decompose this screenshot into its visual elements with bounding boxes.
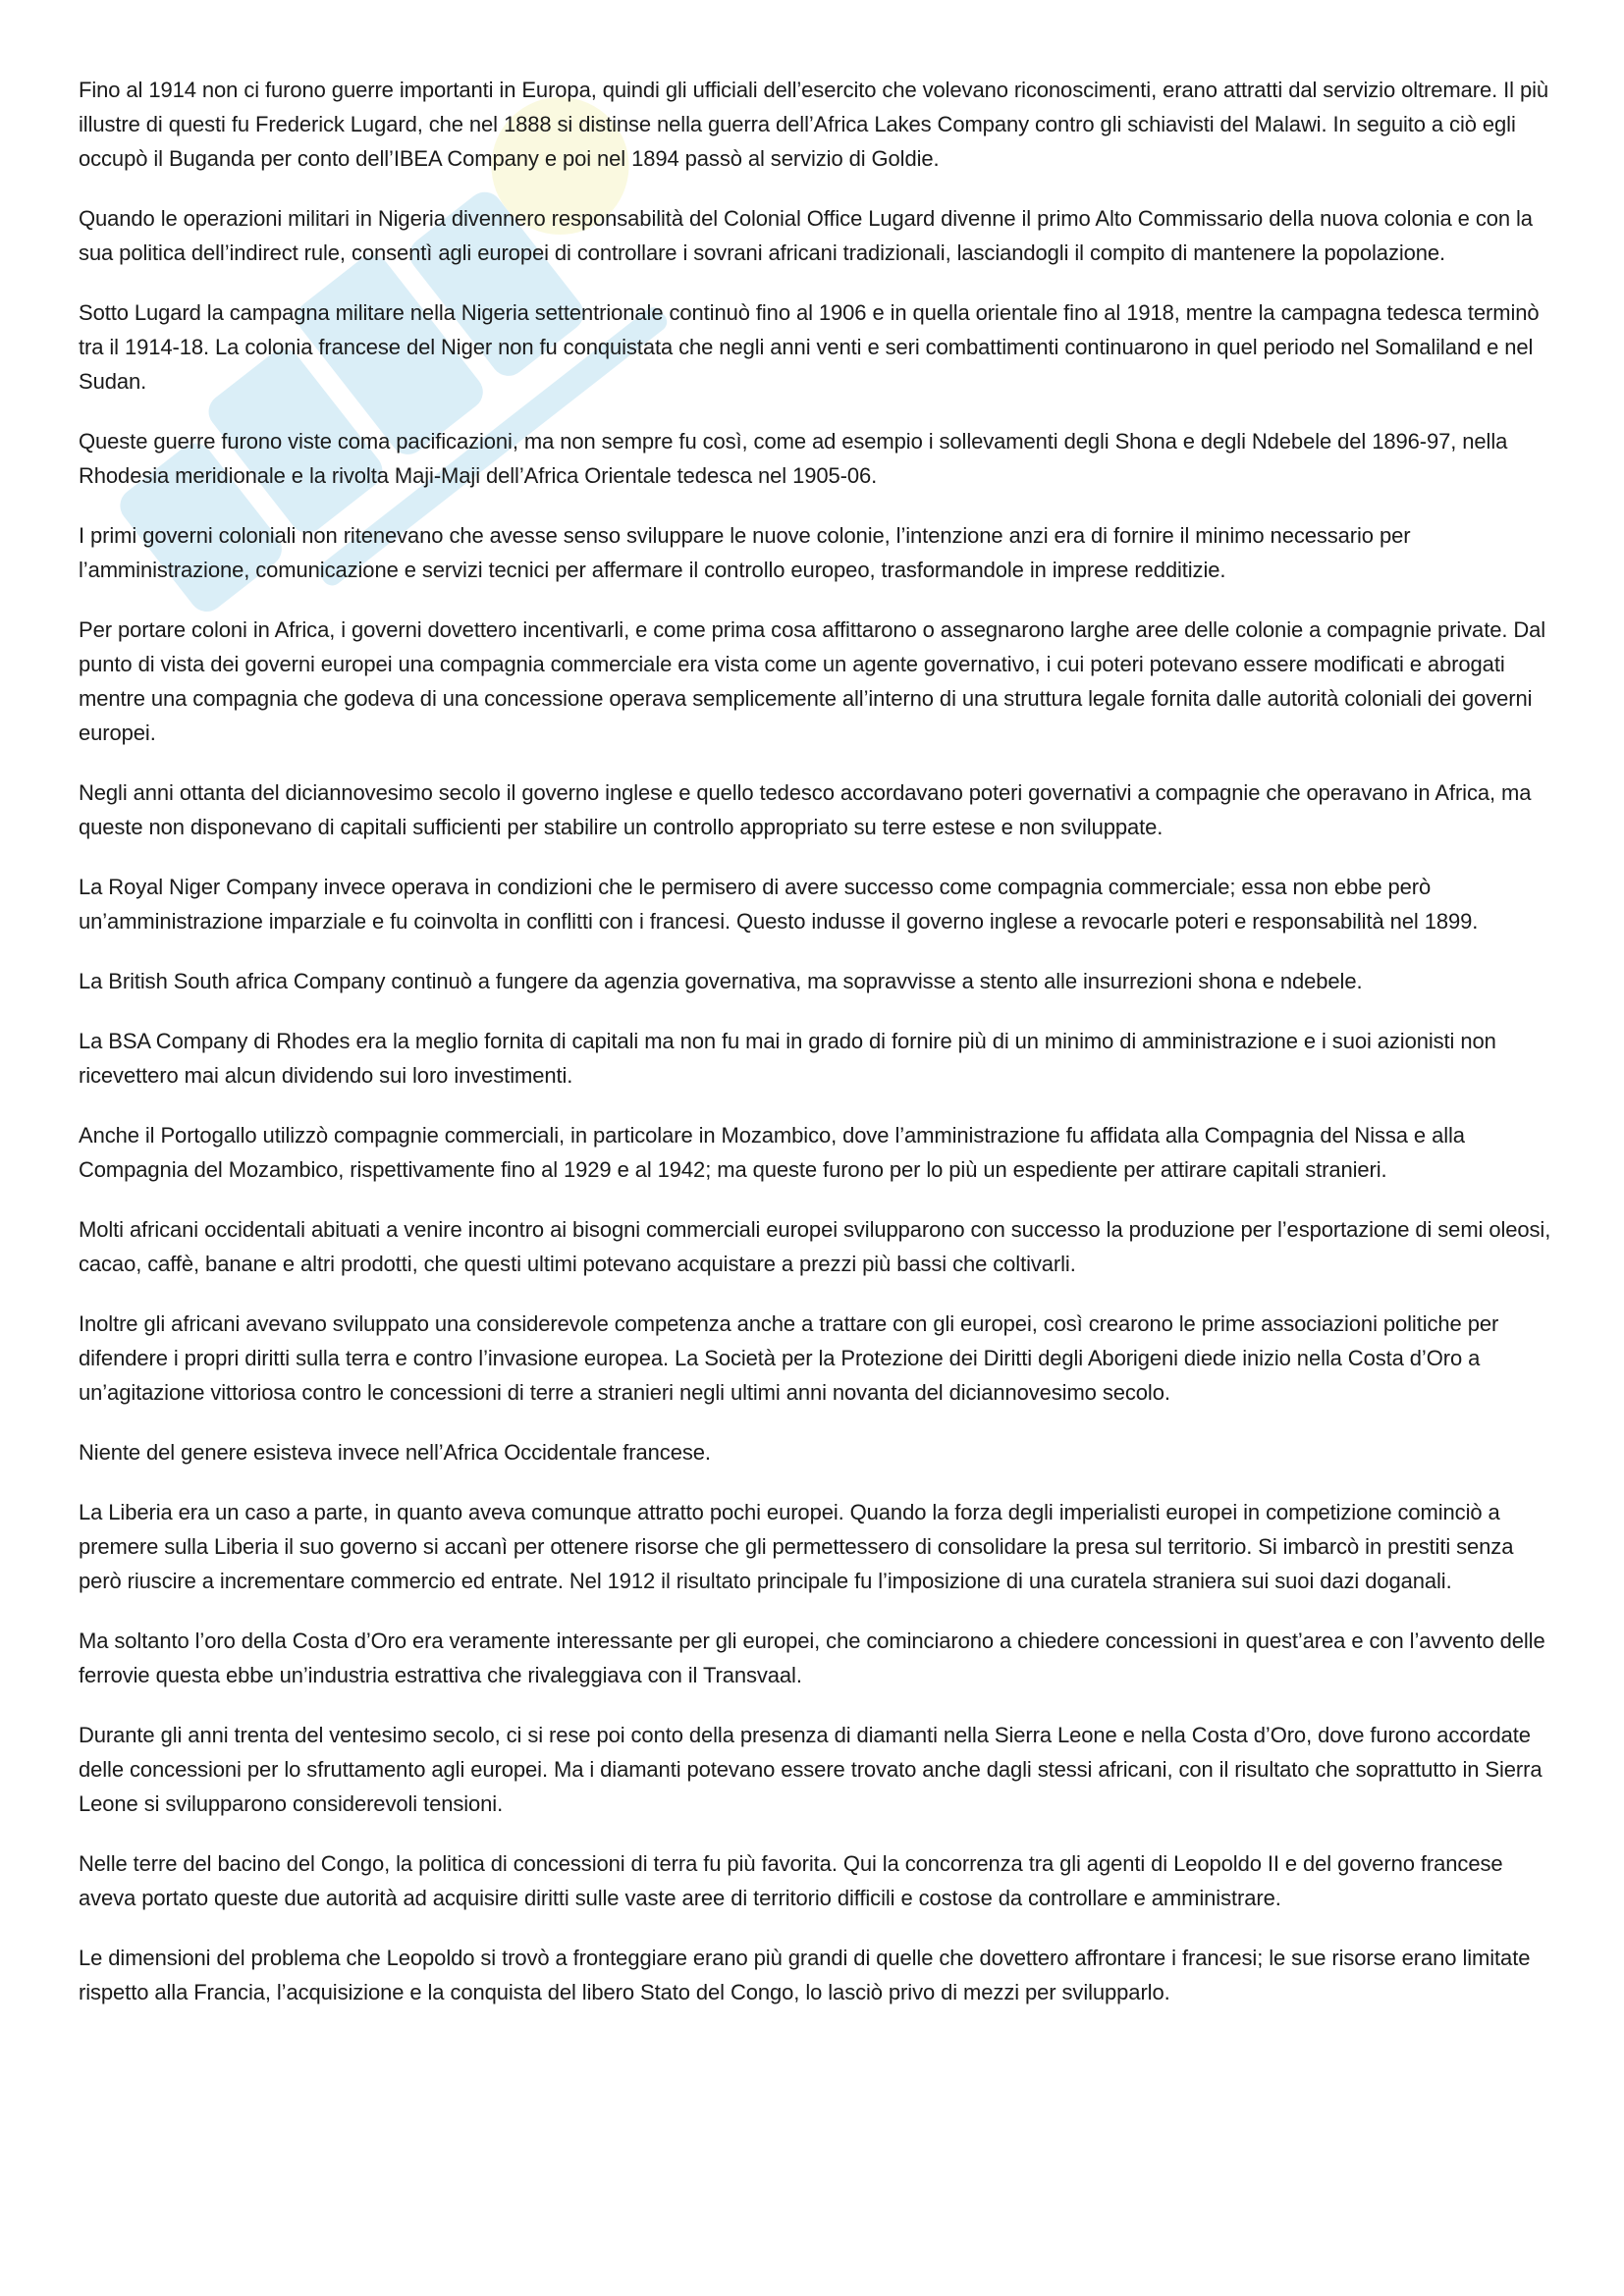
paragraph-17: Durante gli anni trenta del ventesimo secolo, ci si rese poi conto della presenza di diamanti nella Sierra Leone e nella Costa d’Oro, dove furono accordate delle concessioni per lo sfruttamento agli europei. Ma i diamanti potevano essere trovato anche dagli stessi africani, con il risultato che soprattutto in Sierra Leone si svilupparono considerevoli tensioni. bbox=[79, 1723, 1543, 1816]
paragraph-11: Anche il Portogallo utilizzò compagnie commerciali, in particolare in Mozambico, dove l’amministrazione fu affidata alla Compagnia del Nissa e alla Compagnia del Mozambico, rispettivamente fino al 1929 e al 1942; ma queste furono per lo più un espediente per attirare capitali stranieri. bbox=[79, 1123, 1465, 1182]
paragraph-19: Le dimensioni del problema che Leopoldo si trovò a fronteggiare erano più grandi di quelle che dovettero affrontare i francesi; le sue risorse erano limitate rispetto alla Francia, l’acquisizione e la conquista del libero Stato del Congo, lo lasciò privo di mezzi per svilupparlo. bbox=[79, 1946, 1531, 2004]
paragraph-1: Fino al 1914 non ci furono guerre importanti in Europa, quindi gli ufficiali dell’esercito che volevano riconoscimenti, erano attratti dal servizio oltremare. Il più illustre di questi fu Frederick Lugard, che nel 1888 si distinse nella guerra dell’Africa Lakes Company contro gli schiavisti del Malawi. In seguito a ciò egli occupò il Buganda per conto dell’IBEA Company e poi nel 1894 passò al servizio di Goldie. bbox=[79, 78, 1549, 171]
paragraph-6: Per portare coloni in Africa, i governi dovettero incentivarli, e come prima cosa affittarono o assegnarono larghe aree delle colonie a compagnie private. Dal punto di vista dei governi europei una compagnia commerciale era vista come un agente governativo, i cui poteri potevano essere modificati e abrogati mentre una compagnia che godeva di una concessione operava semplicemente all’interno di una struttura legale fornita dalle autorità coloniali dei governi europei. bbox=[79, 617, 1546, 745]
paragraph-14: Niente del genere esisteva invece nell’Africa Occidentale francese. bbox=[79, 1440, 711, 1465]
paragraph-10: La BSA Company di Rhodes era la meglio fornita di capitali ma non fu mai in grado di fornire più di un minimo di amministrazione e i suoi azionisti non ricevettero mai alcun dividendo sui loro investimenti. bbox=[79, 1029, 1496, 1088]
paragraph-8: La Royal Niger Company invece operava in condizioni che le permisero di avere successo come compagnia commerciale; essa non ebbe però un’amministrazione imparziale e fu coinvolta in conflitti con i francesi. Questo indusse il governo inglese a revocarle poteri e responsabilità nel 1899. bbox=[79, 875, 1479, 934]
paragraph-4: Queste guerre furono viste coma pacificazioni, ma non sempre fu così, come ad esempio i sollevamenti degli Shona e degli Ndebele del 1896-97, nella Rhodesia meridionale e la rivolta Maji-Maji dell’Africa Orientale tedesca nel 1905-06. bbox=[79, 429, 1508, 488]
paragraph-5: I primi governi coloniali non ritenevano che avesse senso sviluppare le nuove colonie, l’intenzione anzi era di fornire il minimo necessario per l’amministrazione, comunicazione e servizi tecnici per affermare il controllo europeo, trasformandole in imprese redditizie. bbox=[79, 523, 1411, 582]
paragraph-18: Nelle terre del bacino del Congo, la politica di concessioni di terra fu più favorita. Qui la concorrenza tra gli agenti di Leopoldo II e del governo francese aveva portato queste due autorità ad acquisire diritti sulle vaste aree di territorio difficili e costose da controllare e amministrare. bbox=[79, 1851, 1503, 1910]
paragraph-12: Molti africani occidentali abituati a venire incontro ai bisogni commerciali europei svilupparono con successo la produzione per l’esportazione di semi oleosi, cacao, caffè, banane e altri prodotti, che questi ultimi potevano acquistare a prezzi più bassi che coltivarli. bbox=[79, 1217, 1551, 1276]
paragraph-9: La British South africa Company continuò a fungere da agenzia governativa, ma sopravvisse a stento alle insurrezioni shona e ndebele. bbox=[79, 969, 1363, 993]
paragraph-15: La Liberia era un caso a parte, in quanto aveva comunque attratto pochi europei. Quando la forza degli imperialisti europei in competizione cominciò a premere sulla Liberia il suo governo si accanì per ottenere risorse che gli permettessero di consolidare la presa sul territorio. Si imbarcò in prestiti senza però riuscire a incrementare commercio ed entrate. Nel 1912 il risultato principale fu l’imposizione di una curatela straniera sui suoi dazi doganali. bbox=[79, 1500, 1514, 1593]
document-page bbox=[79, 73, 1551, 2035]
paragraph-3: Sotto Lugard la campagna militare nella Nigeria settentrionale continuò fino al 1906 e in quella orientale fino al 1918, mentre la campagna tedesca terminò tra il 1914-18. La colonia francese del Niger non fu conquistata che negli anni venti e seri combattimenti continuarono in quel periodo nel Somaliland e nel Sudan. bbox=[79, 300, 1540, 394]
paragraph-16: Ma soltanto l’oro della Costa d’Oro era veramente interessante per gli europei, che cominciarono a chiedere concessioni in quest’area e con l’avvento delle ferrovie questa ebbe un’industria estrattiva che rivaleggiava con il Transvaal. bbox=[79, 1629, 1545, 1687]
paragraph-2: Quando le operazioni militari in Nigeria divennero responsabilità del Colonial Office Lugard divenne il primo Alto Commissario della nuova colonia e con la sua politica dell’indirect rule, consentì agli europei di controllare i sovrani africani tradizionali, lasciandogli il compito di mantenere la popolazione. bbox=[79, 206, 1533, 265]
paragraph-7: Negli anni ottanta del diciannovesimo secolo il governo inglese e quello tedesco accordavano poteri governativi a compagnie che operavano in Africa, ma queste non disponevano di capitali sufficienti per stabilire un controllo appropriato su terre estese e non sviluppate. bbox=[79, 780, 1532, 839]
paragraph-13: Inoltre gli africani avevano sviluppato una considerevole competenza anche a trattare con gli europei, così crearono le prime associazioni politiche per difendere i propri diritti sulla terra e contro l’invasione europea. La Società per la Protezione dei Diritti degli Aborigeni diede inizio nella Costa d’Oro a un’agitazione vittoriosa contro le concessioni di terre a stranieri negli ultimi anni novanta del diciannovesimo secolo. bbox=[79, 1311, 1499, 1405]
